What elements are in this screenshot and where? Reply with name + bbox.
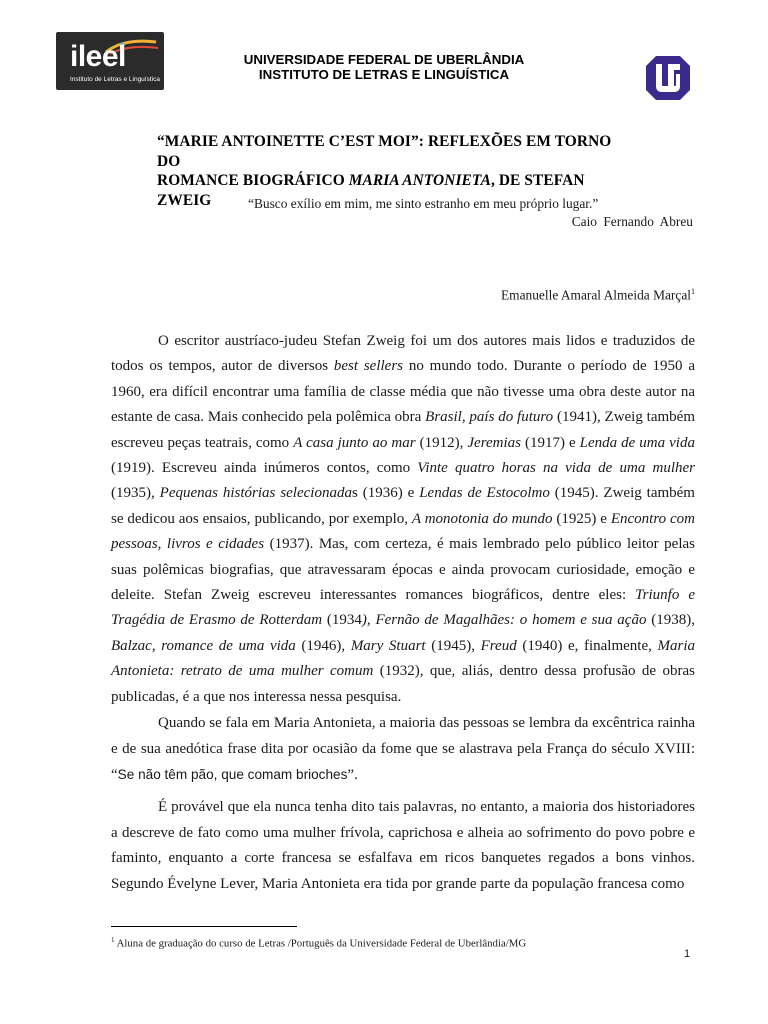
text-run: ”. xyxy=(347,766,358,783)
author-name: Emanuelle Amaral Almeida Marçal xyxy=(501,287,691,303)
title-italic-work: MARIA ANTONIETA xyxy=(348,172,491,189)
epigraph-quote: “Busco exílio em mim, me sinto estranho em meu próprio lugar.” xyxy=(248,196,599,211)
text-run: (1945), xyxy=(425,637,481,654)
text-run: (1940) e, finalmente, xyxy=(516,637,658,654)
footnote-separator xyxy=(111,926,297,927)
page-number: 1 xyxy=(684,948,691,960)
article-author xyxy=(501,283,695,303)
text-run: no mundo todo. Durante o período de 1950 a 1960, era difícil encontrar uma família de classe média que não tivesse uma obra deste autor na estante de casa. Mais conhecido pela polêmica obra xyxy=(111,358,695,426)
italic-title: Lenda de uma vida xyxy=(579,434,695,451)
italic-title: best sellers xyxy=(333,358,404,375)
italic-title: Balzac, romance de uma vida xyxy=(111,637,296,654)
footnote-mark: 1 xyxy=(111,936,115,944)
institute-name: INSTITUTO DE LETRAS E LINGUÍSTICA xyxy=(258,67,510,82)
text-run: É provável que ela nunca tenha dito tais palavras, no entanto, a maioria dos historiadores a descreve de fato como uma mulher frívola, caprichosa e alheia ao sofrimento do povo pobre e faminto, enquanto a corte francesa se esfalfava em ricos banquetes regados a bons vinhos. Segundo Évelyne Lever, Maria Antonieta era tida por grande parte da população francesa como xyxy=(111,799,695,892)
text-run: (1937). Mas, com certeza, é mais lembrado pelo público leitor pelas suas polêmicas biografias, que atravessaram épocas e ainda provocam curiosidade, emoção e deleite. Stefan Zweig escreveu interessantes romances biográficos, dentre eles: xyxy=(111,536,695,604)
footnote xyxy=(111,934,526,951)
text-run: (1938), xyxy=(646,612,695,629)
italic-title: Maria Antonieta: retrato de uma mulher comum xyxy=(111,637,695,680)
paragraph-2 xyxy=(111,711,695,788)
text-run: (1941), Zweig também escreveu peças teatrais, como xyxy=(111,409,695,451)
title-line-2-prefix: ROMANCE BIOGRÁFICO xyxy=(157,172,349,189)
italic-title: Mary Stuart xyxy=(350,637,426,654)
article-body xyxy=(111,329,695,897)
text-run: s (1936) e xyxy=(351,485,420,502)
text-run: (1925) e xyxy=(552,510,611,527)
paragraph-1 xyxy=(111,329,695,710)
ufu-logo-icon xyxy=(642,52,694,104)
university-name: UNIVERSIDADE FEDERAL DE UBERLÂNDIA xyxy=(243,52,525,67)
text-run: (1934 xyxy=(322,612,362,629)
text-run: (1932), que, aliás, dentro dessa profusão de obras publicadas, é a que nos interessa nessa pesquisa. xyxy=(111,663,695,705)
text-run: (1946), xyxy=(295,637,351,654)
italic-title: Encontro com pessoas, livros e cidades xyxy=(111,510,695,553)
logo-wordmark: ileel xyxy=(70,40,126,73)
text-run: (1945). Zweig também se dedicou aos ensaios, publicando, por exemplo, xyxy=(111,485,695,527)
title-line-1: “MARIE ANTOINETTE C’EST MOI”: REFLEXÕES EM TORNO DO xyxy=(157,133,612,170)
footnote-text: Aluna de graduação do curso de Letras /Português da Universidade Federal de Uberlândia/MG xyxy=(114,937,527,950)
italic-title: A casa junto ao mar xyxy=(293,434,416,451)
italic-title: Lendas de Estocolmo xyxy=(419,485,550,502)
epigraph-author: Caio Fernando Abreu xyxy=(571,214,693,229)
text-run: (1919). Escreveu ainda inúmeros contos, como xyxy=(111,460,418,477)
text-run: O escritor austríaco-judeu Stefan Zweig foi um dos autores mais lidos e traduzidos de todos os tempos, autor de diversos xyxy=(111,333,695,375)
italic-title: Jeremias xyxy=(467,434,521,451)
paragraph-3 xyxy=(111,795,695,897)
italic-title: Freud xyxy=(480,637,517,654)
text-run: (1912), xyxy=(415,434,468,451)
quoted-phrase: Se não têm pão, que comam brioches xyxy=(117,766,348,782)
text-run: (1935), xyxy=(111,485,160,502)
ileel-logo xyxy=(56,32,164,90)
italic-title: Triunfo e Tragédia de Erasmo de Rotterdam xyxy=(111,587,695,629)
logo-subtitle: Instituto de Letras e Linguística xyxy=(70,76,160,83)
italic-title: A monotonia do mundo xyxy=(411,510,553,527)
italic-title: Vinte quatro horas na vida de uma mulher xyxy=(417,460,695,477)
italic-title: ), Fernão de Magalhães: o homem e sua ação xyxy=(361,612,647,629)
institution-header xyxy=(170,52,598,82)
text-run: (1917) e xyxy=(520,434,580,451)
author-footnote-mark: 1 xyxy=(691,287,695,296)
italic-title: Pequenas histórias selecionada xyxy=(159,485,352,502)
text-run: Quando se fala em Maria Antonieta, a maioria das pessoas se lembra da excêntrica rainha e de sua anedótica frase dita por ocasião da fome que se alastrava pela França do século XVIII: “ xyxy=(111,715,695,783)
italic-title: Brasil, país do futuro xyxy=(425,409,554,426)
title-line-2-suffix: , DE STEFAN ZWEIG xyxy=(157,172,585,209)
